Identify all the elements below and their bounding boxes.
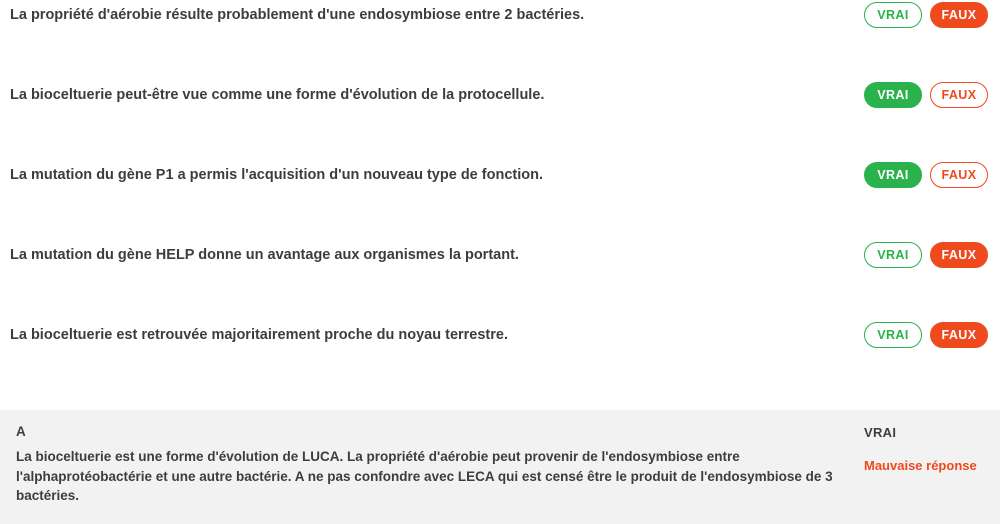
question-text: La bioceltuerie est retrouvée majoritairement proche du noyau terrestre.: [10, 327, 508, 343]
explanation-result: [864, 424, 984, 474]
correct-answer-label: VRAI: [864, 425, 897, 440]
answer-faux-button[interactable]: FAUX: [930, 82, 988, 108]
explanation-label: A: [16, 424, 26, 439]
answer-vrai-button[interactable]: VRAI: [864, 322, 922, 348]
answer-faux-button[interactable]: FAUX: [930, 162, 988, 188]
explanation-text: La bioceltuerie est une forme d'évolution de LUCA. La propriété d'aérobie peut provenir de l'endosymbiose entre l'alphaprotéobactérie et une autre bactérie. A ne pas confondre avec LECA qui est censé être le produit de l'endosymbiose de 3 bactéries.: [16, 449, 833, 504]
answer-vrai-button[interactable]: VRAI: [864, 2, 922, 28]
answer-buttons: [864, 320, 988, 348]
question-row: [0, 160, 1000, 240]
explanation-content: [16, 424, 846, 506]
answer-faux-button[interactable]: FAUX: [930, 322, 988, 348]
question-text: La bioceltuerie peut-être vue comme une forme d'évolution de la protocellule.: [10, 87, 545, 103]
answer-vrai-button[interactable]: VRAI: [864, 82, 922, 108]
question-row: [0, 240, 1000, 320]
answer-vrai-button[interactable]: VRAI: [864, 242, 922, 268]
question-row: [0, 80, 1000, 160]
verdict-badge: Mauvaise réponse: [864, 458, 977, 473]
question-text: La mutation du gène P1 a permis l'acquisition d'un nouveau type de fonction.: [10, 167, 543, 183]
answer-buttons: [864, 80, 988, 108]
answer-vrai-button[interactable]: VRAI: [864, 162, 922, 188]
explanation-panel: [0, 410, 1000, 524]
answer-faux-button[interactable]: FAUX: [930, 2, 988, 28]
answer-buttons: [864, 240, 988, 268]
question-text: La propriété d'aérobie résulte probablement d'une endosymbiose entre 2 bactéries.: [10, 7, 585, 23]
answer-faux-button[interactable]: FAUX: [930, 242, 988, 268]
question-row: [0, 320, 1000, 400]
question-text: La mutation du gène HELP donne un avantage aux organismes la portant.: [10, 247, 519, 263]
answer-buttons: [864, 0, 988, 28]
question-row: [0, 0, 1000, 80]
answer-buttons: [864, 160, 988, 188]
